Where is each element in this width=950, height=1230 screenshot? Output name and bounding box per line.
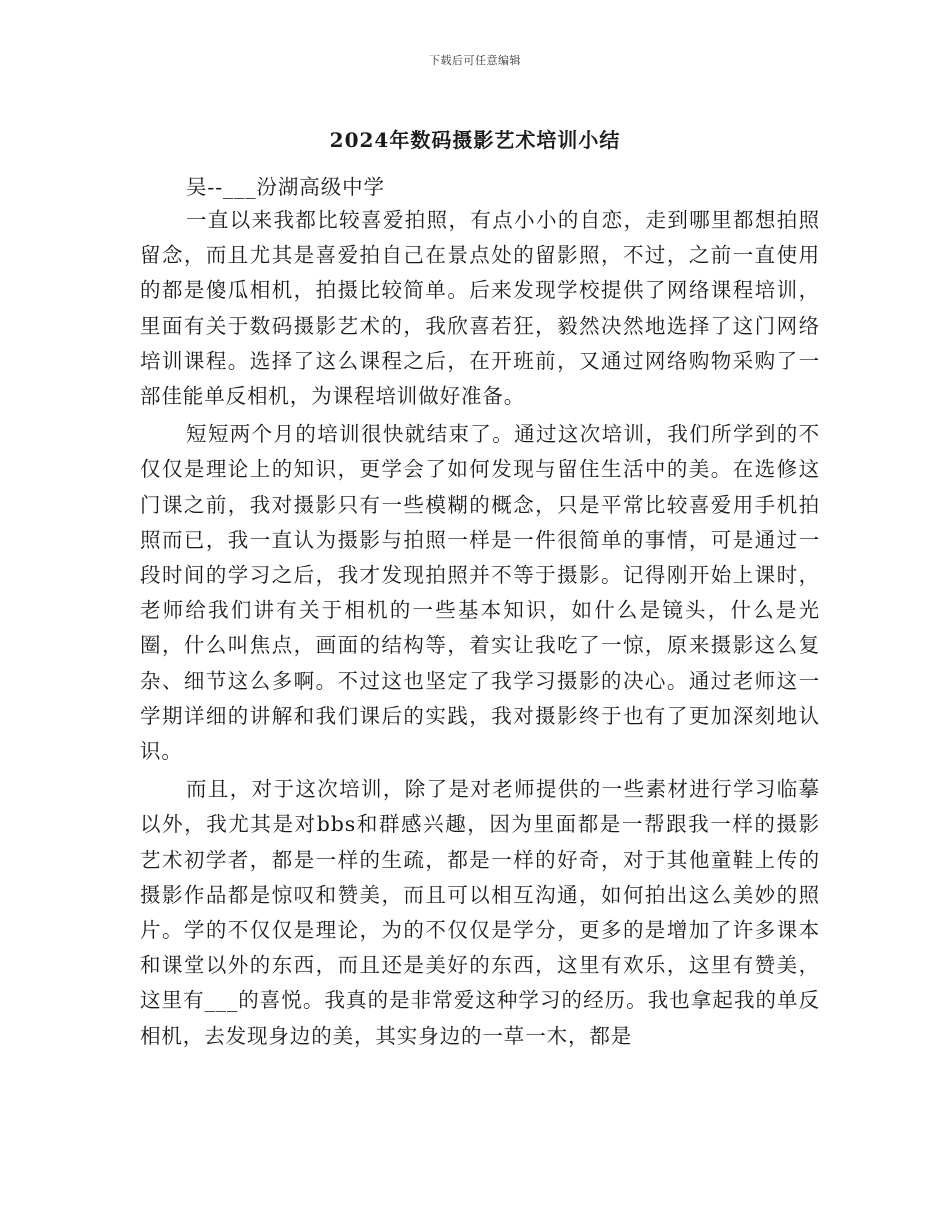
document-body [140, 172, 820, 1054]
paragraph-1: 一直以来我都比较喜爱拍照，有点小小的自恋，走到哪里都想拍照留念，而且尤其是喜爱拍自己在景点处的留影照，不过，之前一直使用的都是傻瓜相机，拍摄比较简单。后来发现学校提供了网络课程培训，里面有关于数码摄影艺术的，我欣喜若狂，毅然决然地选择了这门网络培训课程。选择了这么课程之后，在开班前，又通过网络购物采购了一部佳能单反相机，为课程培训做好准备。 [140, 208, 820, 409]
document-title: 2024年数码摄影艺术培训小结 [329, 128, 621, 152]
paragraph-3: 而且，对于这次培训，除了是对老师提供的一些素材进行学习临摹以外，我尤其是对bbs和群感兴趣，因为里面都是一帮跟我一样的摄影艺术初学者，都是一样的生疏，都是一样的好奇，对于其他童鞋上传的摄影作品都是惊叹和赞美，而且可以相互沟通，如何拍出这么美妙的照片。学的不仅仅是理论，为的不仅仅是学分，更多的是增加了许多课本和课堂以外的东西，而且还是美好的东西，这里有欢乐，这里有赞美，这里有___的喜悦。我真的是非常爱这种学习的经历。我也拿起我的单反相机，去发现身边的美，其实身边的一草一木，都是 [140, 777, 820, 1048]
paragraph-2: 短短两个月的培训很快就结束了。通过这次培训，我们所学到的不仅仅是理论上的知识，更学会了如何发现与留住生活中的美。在选修这门课之前，我对摄影只有一些模糊的概念，只是平常比较喜爱用手机拍照而已，我一直认为摄影与拍照一样是一件很简单的事情，可是通过一段时间的学习之后，我才发现拍照并不等于摄影。记得刚开始上课时，老师给我们讲有关于相机的一些基本知识，如什么是镜头，什么是光圈，什么叫焦点，画面的结构等，着实让我吃了一惊，原来摄影这么复杂、细节这么多啊。不过这也坚定了我学习摄影的决心。通过老师这一学期详细的讲解和我们课后的实践，我对摄影终于也有了更加深刻地认识。 [140, 422, 820, 764]
author-line: 吴--___汾湖高级中学 [186, 175, 385, 199]
header-note: 下载后可任意编辑 [429, 54, 521, 67]
